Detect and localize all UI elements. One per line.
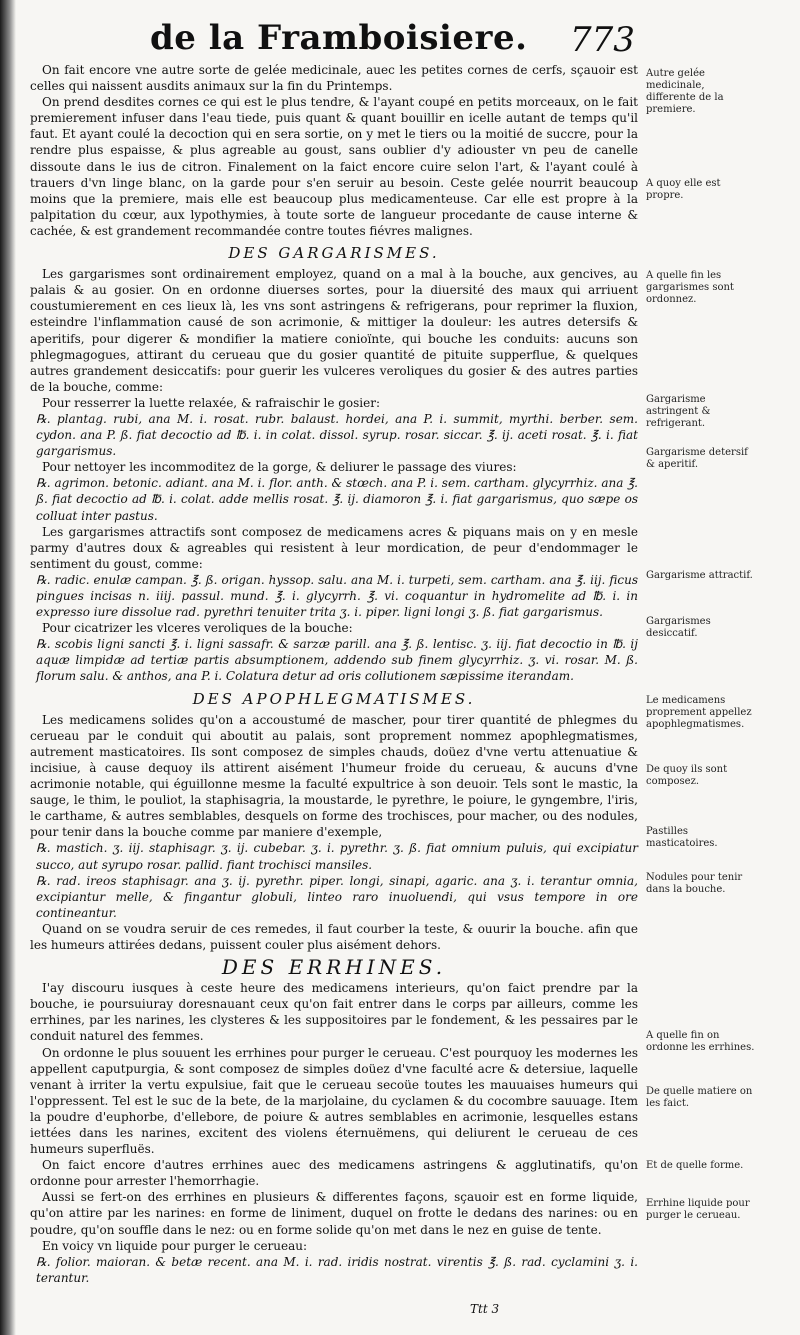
recipe: ℞. radic. enulæ campan. ℥. ß. origan. hyssop. salu. ana M. i. turpeti, sem. cartham. ana ℥. iij. ficus pingues incisas n. iiij. passul. mund. ℥. i. glycyrrh. ℥. vi. coquantur in hydromelite ad ℔. i. in expresso iure dissolue rad. pyrethri tenuiter trita ʒ. i. piper. ligni longi ʒ. ß. fiat gargarismus. [36, 572, 638, 620]
margin-note: Le medicamens proprement appellez apophlegmatismes. [646, 695, 752, 730]
paragraph: Les medicamens solides qu'on a accoustumé de mascher, pour tirer quantité de phlegmes du cerueau par le conduit qui aboutit au palais, sont proprement nommez apophlegmatismes, autrement masticatoires. Ils sont composez de simples chauds, doüez d'vne vertu attenuatiue & incisiue, à cause dequoy ils attirent aisément l'humeur froide du cerueau, & aucuns d'vne acrimonie notable, qui éguillonne mesme la faculté expultrice à son deuoir. Tels sont le mastic, la sauge, le thim, le pouliot, la staphisagria, la moustarde, le pyrethre, le poiure, le gyngembre, l'iris, le carthame, & autres semblables, desquels on forme des trochisces, pour macher, ou des nodules, pour tenir dans la bouche comme par maniere d'exemple, [30, 712, 638, 840]
paragraph: Pour cicatrizer les vlceres veroliques de la bouche: [42, 621, 353, 636]
signature-mark: Ttt 3 [470, 1302, 500, 1316]
main-text [30, 62, 638, 1286]
margin-note: Errhine liquide pour purger le cerueau. [646, 1198, 750, 1221]
paragraph: On fait encore vne autre sorte de gelée medicinale, auec les petites cornes de cerfs, sçauoir est celles qui naissent ausdits animaux sur la fin du Printemps. [30, 63, 638, 94]
margin-note: Autre gelée medicinale, differente de la premiere. [646, 68, 724, 115]
section-heading: DES ERRHINES. [221, 955, 447, 980]
paragraph: Aussi se fert-on des errhines en plusieurs & differentes façons, sçauoir est en forme liquide, qu'on attire par les narines: en forme de liniment, duquel on frotte le dedans des narines: ou en poudre, qu'on souffle dans le nez: ou en forme solide qu'on met dans le nez en guise de tente. [30, 1190, 638, 1237]
margin-note: Gargarisme attractif. [646, 570, 753, 581]
paragraph: I'ay discouru iusques à ceste heure des medicamens interieurs, qu'on faict prendre par la bouche, ie poursuiuray doresnauant ceux qu'on fait entrer dans le corps par ailleurs, comme les errhines, par les narines, les clysteres & les suppositoires par le fondement, & les pessaires par le conduit naturel des femmes. [30, 981, 638, 1044]
section-heading: DES APOPHLEGMATISMES. [192, 689, 476, 708]
margin-note: Et de quelle forme. [646, 1160, 744, 1171]
page-number: 773 [570, 20, 635, 60]
page-spine-shadow [0, 0, 16, 1335]
margin-note: Gargarisme detersif & aperitif. [646, 447, 748, 470]
recipe: ℞. plantag. rubi, ana M. i. rosat. rubr. balaust. hordei, ana P. i. summit, myrthi. berber. sem. cydon. ana P. ß. fiat decoctio ad ℔. i. in colat. dissol. syrup. rosar. siccar. ℥. ij. aceti rosat. ℥. i. fiat gargarismus. [36, 411, 638, 459]
paragraph: Les gargarismes attractifs sont composez de medicamens acres & piquans mais on y en mesle parmy d'autres doux & agreables qui resistent à leur mordication, de peur d'endommager le sentiment du goust, comme: [30, 524, 638, 571]
margin-note: A quelle fin les gargarismes sont ordonnez. [646, 270, 734, 305]
recipe: ℞. rad. ireos staphisagr. ana ʒ. ij. pyrethr. piper. longi, sinapi, agaric. ana ʒ. i. terantur omnia, excipiantur melle, & fingantur globuli, linteo raro inuoluendi, qui vsus tempore in ore contineantur. [36, 873, 638, 920]
running-title: de la Framboisiere. [150, 18, 528, 58]
margin-note: Gargarisme astringent & refrigerant. [646, 394, 711, 429]
recipe: ℞. folior. maioran. & betæ recent. ana M. i. rad. iridis nostrat. virentis ℥. ß. rad. cyclamini ʒ. i. terantur. [36, 1254, 638, 1285]
paragraph: On faict encore d'autres errhines auec des medicamens astringens & agglutinatifs, qu'on ordonne pour arrester l'hemorrhagie. [30, 1158, 638, 1189]
margin-note: De quoy ils sont composez. [646, 764, 728, 787]
margin-note: A quelle fin on ordonne les errhines. [646, 1030, 755, 1053]
margin-note: Pastilles masticatoires. [646, 826, 718, 849]
paragraph: Pour resserrer la luette relaxée, & rafraischir le gosier: [42, 395, 381, 410]
paragraph: On prend desdites cornes ce qui est le plus tendre, & l'ayant coupé en petits morceaux, on le fait premierement infuser dans l'eau tiede, puis quant & quant bouillir en icelle autant de temps qu'il faut. Et ayant coulé la decoction qui en sera sortie, on y met le tiers ou la moitié de succre, pour la rendre plus espaisse, & plus agreable au goust, sans oublier d'y adiouster vn peu de canelle dissoute dans le ius de citron. Finalement on la faict encore cuire selon l'art, & l'ayant coulé à trauers d'vn linge blanc, on la garde pour s'en seruir au besoin. Ceste gelée nourrit beaucoup moins que la premiere, mais elle est beaucoup plus medicamenteuse. Car elle est propre à la palpitation du cœur, aux lypothymies, à toute sorte de langueur procedante de cause interne & cachée, & est grandement recommandée contre toutes fiévres malignes. [30, 95, 638, 238]
paragraph: Pour nettoyer les incommoditez de la gorge, & deliurer le passage des viures: [42, 460, 517, 475]
margin-note: Gargarismes desiccatif. [646, 616, 711, 639]
margin-note: Nodules pour tenir dans la bouche. [646, 872, 743, 895]
paragraph: Les gargarismes sont ordinairement employez, quand on a mal à la bouche, aux gencives, au palais & au gosier. On en ordonne diuerses sortes, pour la diuersité des maux qui arriuent coustumierement en ces lieux là, les vns sont astringens & refrigerans, pour reprimer la fluxion, esteindre l'inflammation causé de son acrimonie, & mittiger la douleur: les autres detersifs & aperitifs, pour digerer & mondifier la matiere conioïnte, qui bouche les conduits: aucuns son phlegmagogues, attirant du cerueau que du gosier quantité de pituite supperflue, & quelques autres grandement desiccatifs: pour guerir les vulceres veroliques du gosier & des autres parties de la bouche, comme: [30, 267, 638, 394]
recipe: ℞. mastich. ʒ. iij. staphisagr. ʒ. ij. cubebar. ʒ. i. pyrethr. ʒ. ß. fiat omnium puluis, qui excipiatur succo, aut syrupo rosar. pallid. fiant trochisci mansiles. [36, 841, 638, 872]
recipe: ℞. scobis ligni sancti ℥. i. ligni sassafr. & sarzæ parill. ana ℥. ß. lentisc. ʒ. iij. fiat decoctio in ℔. ij aquæ limpidæ ad tertiæ partis absumptionem, addendo sub finem glycyrrhiz. ʒ. vi. rosar. M. ß. florum salu. & anthos, ana P. i. Colatura detur ad oris collutionem sæpissime iterandam. [36, 637, 638, 684]
paragraph: En voicy vn liquide pour purger le cerueau: [42, 1238, 308, 1253]
margin-note: De quelle matiere on les faict. [646, 1086, 753, 1109]
paragraph: Quand on se voudra seruir de ces remedes, il faut courber la teste, & ouurir la bouche. afin que les humeurs attirées dedans, puissent couler plus aisément dehors. [30, 921, 638, 952]
margin-note: A quoy elle est propre. [646, 178, 721, 201]
recipe: ℞. agrimon. betonic. adiant. ana M. i. flor. anth. & stœch. ana P. i. sem. cartham. glycyrrhiz. ana ℥. ß. fiat decoctio ad ℔. i. colat. adde mellis rosat. ℥. ij. diamoron ℥. i. fiat gargarismus, quo sæpe os colluat inter pastus. [36, 476, 638, 523]
paragraph: On ordonne le plus souuent les errhines pour purger le cerueau. C'est pourquoy les modernes les appellent caputpurgia, & sont composez de simples doüez d'vne faculté acre & detersiue, laquelle venant à irriter la vertu expulsiue, fait que le cerueau secoüe toutes les mauuaises humeurs qui l'oppressent. Tel est le suc de la bete, de la marjolaine, du cyclamen & du cocombre sauuage. Item la poudre d'euphorbe, d'ellebore, de poiure & autres semblables en acrimonie, lesquelles estans iettées dans les narines, excitent des violens éternuëmens, qui deliurent le cerueau de ces humeurs superfluës. [30, 1045, 638, 1157]
section-heading: DES GARGARISMES. [228, 244, 440, 263]
